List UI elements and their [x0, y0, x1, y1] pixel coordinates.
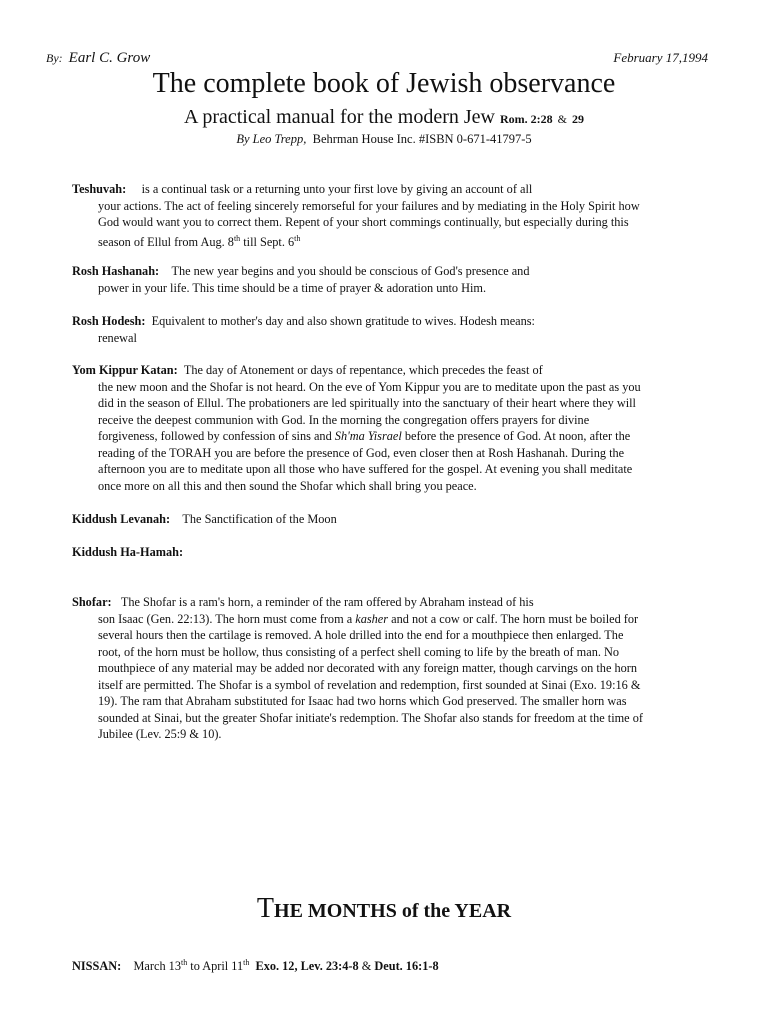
- entry-text: to April 11: [187, 959, 244, 974]
- entry-text: The Sanctification of the Moon: [182, 512, 337, 526]
- entry-line: root, of the horn must be hollow, thus consisting of a perfect shell coming to life by the breath of man. No: [98, 644, 620, 659]
- entry-line: receive the deepest communion with God. In the morning the congregation offers prayers for divine: [98, 412, 590, 427]
- entry-text: The day of Atonement or days of repentance, which precedes the feast of: [183, 363, 543, 377]
- superscript: th: [243, 958, 250, 967]
- entry-line: [72, 428, 722, 445]
- entry-text: before the presence of God. At noon, after the: [401, 429, 631, 443]
- entry-text: forgiveness, followed by confession of sins and: [98, 429, 335, 443]
- entry-shofar: [72, 594, 722, 743]
- heading-text: MONTHS: [307, 900, 397, 922]
- entry-line: reading of the TORAH you are before the presence of God, even closer then at Rosh Hashanah. During the: [98, 445, 625, 460]
- byline-publisher: Behrman House Inc. #ISBN 0-671-41797-5: [312, 132, 532, 146]
- entry-term: Rosh Hashanah:: [72, 264, 160, 278]
- heading-text: HE: [274, 900, 308, 922]
- subtitle-reference-2: 29: [572, 112, 584, 126]
- entry-text: March 13: [133, 959, 181, 974]
- entry-line: the new moon and the Shofar is not heard. On the eve of Yom Kippur you are to meditate upon the past as you: [98, 379, 641, 394]
- entry-text: The Shofar is a ram's horn, a reminder of the ram offered by Abraham instead of his: [120, 595, 534, 609]
- month-entry-nissan: [72, 958, 439, 974]
- scripture-refs: Exo. 12, Lev. 23:4-8: [255, 959, 359, 974]
- entry-text: season of Ellul from Aug. 8: [98, 234, 234, 249]
- heading-drop-cap: T: [256, 893, 275, 924]
- entry-line: mouthpiece of any material may be added nor decorated with any foreign matter, though carvings on the horn: [98, 661, 638, 675]
- subtitle-reference: Rom. 2:28: [499, 112, 553, 126]
- entry-line: your actions. The act of feeling sincerely remorseful for your failures and by mediating in the Holy Spirit how: [98, 198, 640, 213]
- entry-line: God would want you to correct them. Repent of your short commings continually, but especially during this: [98, 215, 629, 229]
- entry-line: did in the season of Ellul. The probationers are led spiritually into the sanctuary of their heart where they will: [98, 396, 636, 410]
- entry-italic-text: kasher: [355, 611, 389, 626]
- superscript: th: [294, 233, 301, 243]
- scripture-refs-2: Deut. 16:1-8: [374, 959, 439, 974]
- entry-line: afternoon you are to meditate upon all those who have suffered for the gospel. At evening you shall meditate: [98, 462, 633, 476]
- entry-line: itself are permitted. The Shofar is a symbol of revelation and redemption, first sounded at Sinai (Exo. 19:16 &: [98, 677, 641, 692]
- superscript: th: [233, 233, 241, 243]
- entry-line: [72, 231, 722, 251]
- entry-yom-kippur-katan: [72, 362, 722, 494]
- superscript: th: [180, 958, 188, 967]
- entry-kiddush-levanah: [72, 511, 722, 528]
- entry-rosh-hashanah: [72, 263, 722, 296]
- entry-text: till Sept. 6: [240, 234, 295, 249]
- entry-line: Jubilee (Lev. 25:9 & 10).: [98, 727, 222, 741]
- entry-term: Shofar:: [72, 595, 112, 609]
- entry-term: Teshuvah:: [72, 182, 127, 196]
- subtitle-text: A practical manual for the modern Jew: [183, 106, 495, 128]
- by-label: By:: [46, 51, 63, 65]
- entry-line: once more on all this and then sound the Shofar which shall bring you peace.: [98, 478, 477, 493]
- author-name: Earl C. Grow: [68, 50, 151, 66]
- entry-line: renewal: [98, 330, 137, 345]
- page-title: The complete book of Jewish observance: [152, 68, 616, 99]
- entry-rosh-hodesh: [72, 313, 722, 346]
- byline-author: By Leo Trepp,: [236, 132, 307, 146]
- month-date-range: [134, 959, 250, 973]
- entry-term: Kiddush Levanah:: [72, 512, 171, 526]
- entry-text: son Isaac (Gen. 22:13). The horn must come from a: [98, 611, 356, 626]
- entry-text: is a continual task or a returning unto your first love by giving an account of all: [141, 182, 533, 196]
- heading-text: YEAR: [454, 900, 512, 922]
- entry-term: Yom Kippur Katan:: [72, 363, 178, 377]
- author-line: [46, 50, 150, 67]
- entry-kiddush-ha-hamah: [72, 544, 722, 561]
- subtitle-amp: &: [557, 112, 567, 126]
- section-heading-months: [0, 893, 768, 925]
- entry-term: NISSAN:: [72, 959, 122, 974]
- heading-text: of the: [396, 900, 455, 922]
- entry-text: Equivalent to mother's day and also shown gratitude to wives. Hodesh means:: [151, 314, 535, 328]
- entry-line: sounded at Sinai, but the greater Shofar initiate's redemption. The Shofar also stands for freedom at the time of: [98, 710, 643, 725]
- entry-term: Rosh Hodesh:: [72, 314, 146, 328]
- document-date: February 17,1994: [613, 50, 708, 65]
- entry-line: 19). The ram that Abraham substituted for Isaac had two horns which God preserved. The smaller horn was: [98, 694, 627, 708]
- entry-term: Kiddush Ha-Hamah:: [72, 545, 184, 559]
- page-subtitle: [0, 106, 768, 129]
- entry-italic-text: Sh'ma Yisrael: [334, 429, 402, 443]
- entry-line: several hours then the cartilage is removed. A hole drilled into the end for a mouthpiece then enlarged. The: [98, 628, 624, 642]
- entry-line: [72, 611, 722, 628]
- entry-teshuvah: [72, 181, 722, 250]
- entry-text: The new year begins and you should be conscious of God's presence and: [171, 264, 530, 278]
- book-byline: [0, 132, 768, 147]
- entry-text: and not a cow or calf. The horn must be boiled for: [388, 611, 639, 626]
- entry-line: power in your life. This time should be a time of prayer & adoration unto Him.: [98, 280, 487, 295]
- refs-amp: &: [361, 959, 372, 974]
